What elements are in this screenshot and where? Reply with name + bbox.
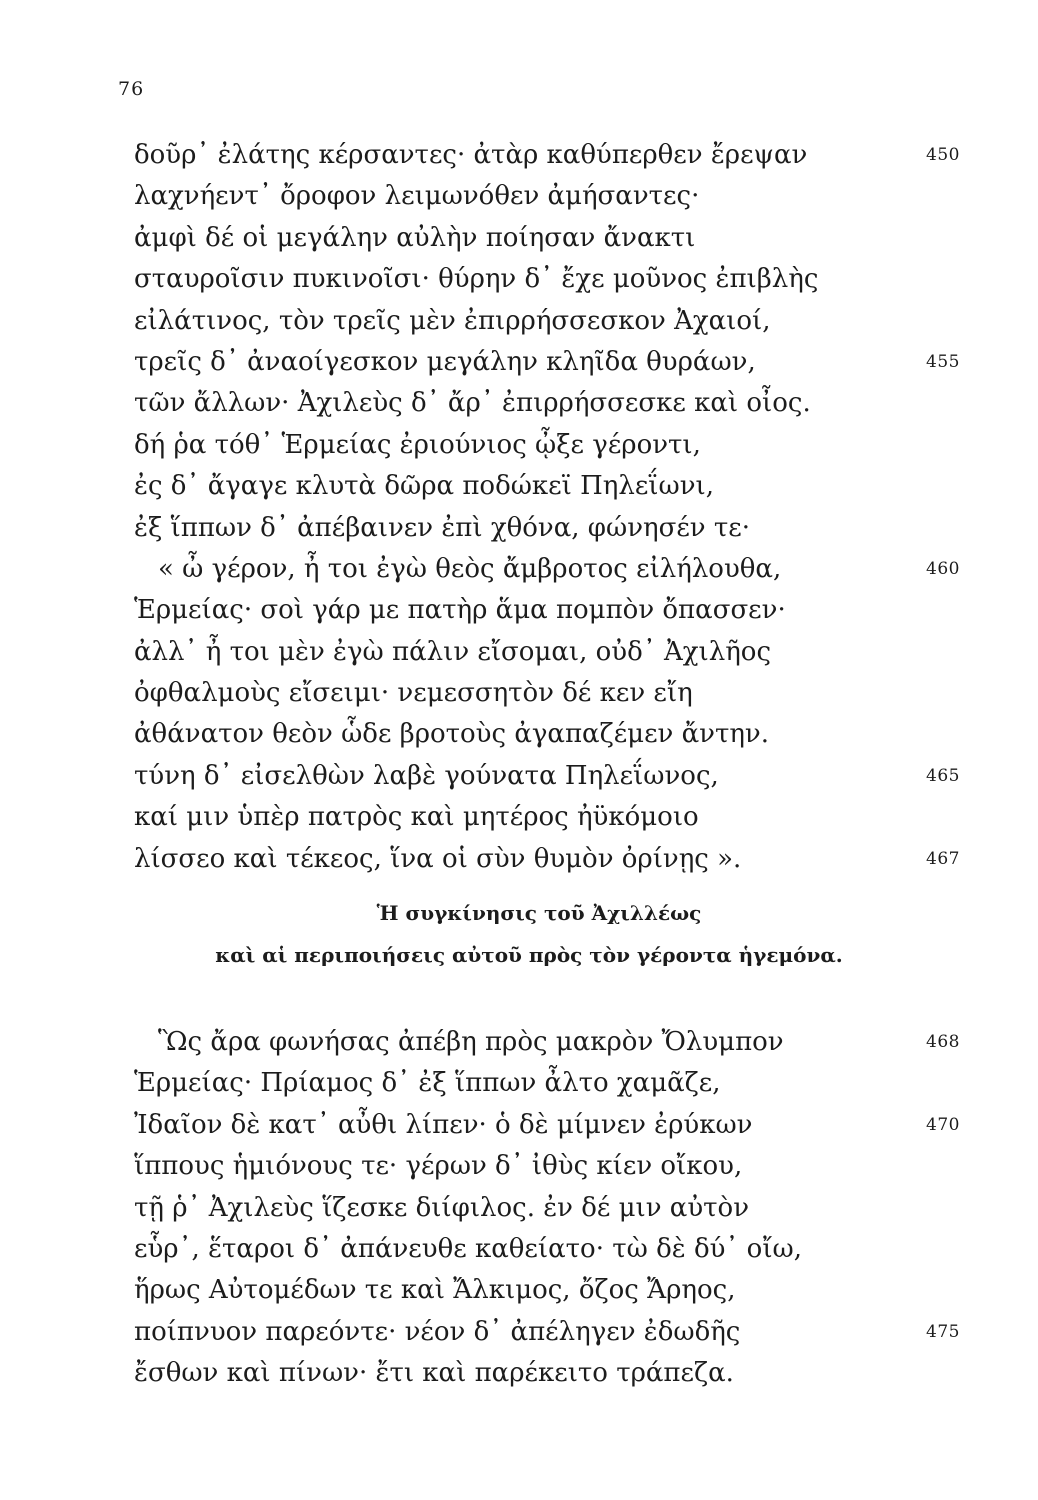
line-number: 450	[926, 145, 960, 165]
verse-line	[0, 590, 1038, 631]
verse-line	[0, 301, 1038, 342]
verse-text: εὗρ᾽, ἕταροι δ᾽ ἀπάνευθε καθείατο· τὼ δὲ δύ᾽ οἴω,	[134, 1233, 802, 1264]
verse-text: Ἰδαῖον δὲ κατ᾽ αὖθι λίπεν· ὁ δὲ μίμνεν ἐρύκων	[134, 1109, 753, 1140]
section-heading-line-2: καὶ αἱ περιποιήσεις αὐτοῦ πρὸς τὸν γέροντα ἡγεμόνα.	[215, 943, 843, 967]
section-heading	[0, 892, 1038, 976]
verse-text: ἐς δ᾽ ἄγαγε κλυτὰ δῶρα ποδώκεϊ Πηλεΐωνι,	[134, 471, 714, 502]
verse-line	[0, 756, 1038, 797]
line-number: 475	[926, 1321, 960, 1342]
verse-text: ἐξ ἵππων δ᾽ ἀπέβαινεν ἐπὶ χθόνα, φώνησέν τε·	[134, 512, 750, 543]
verse-line	[0, 1146, 1038, 1187]
verse-line	[0, 342, 1038, 383]
verse-text: τῇ ῥ᾽ Ἀχιλεὺς ἵζεσκε διίφιλος. ἐν δέ μιν αὐτὸν	[134, 1192, 750, 1223]
verse-line	[0, 1229, 1038, 1270]
verse-text: ἵππους ἡμιόνους τε· γέρων δ᾽ ἰθὺς κίεν οἴκου,	[134, 1151, 743, 1182]
verse-text: λαχνήεντ᾽ ὄροφον λειμωνόθεν ἀμήσαντες·	[134, 181, 700, 212]
verse-text: ποίπνυον παρεόντε· νέον δ᾽ ἀπέληγεν ἐδωδῆς	[134, 1316, 741, 1347]
line-number: 465	[926, 765, 960, 786]
verse-line	[0, 549, 1038, 590]
verse-text: τῶν ἄλλων· Ἀχιλεὺς δ᾽ ἄρ᾽ ἐπιρρήσσεσκε καὶ οἶος.	[134, 388, 811, 419]
line-number: 470	[926, 1114, 960, 1135]
line-number: 467	[926, 848, 960, 869]
verse-text: Ἑρμείας· σοὶ γάρ με πατὴρ ἅμα πομπὸν ὄπασσεν·	[134, 595, 786, 626]
verse-line	[0, 797, 1038, 838]
verse-line	[0, 1312, 1038, 1353]
verse-text: ὀφθαλμοὺς εἴσειμι· νεμεσσητὸν δέ κεν εἴη	[134, 678, 693, 709]
line-number: 455	[926, 351, 960, 372]
verse-line	[0, 425, 1038, 466]
verse-line	[0, 1063, 1038, 1104]
verse-text: σταυροῖσιν πυκινοῖσι· θύρην δ᾽ ἔχε μοῦνος ἐπιβλὴς	[134, 264, 819, 295]
verse-text: Ἑρμείας· Πρίαμος δ᾽ ἐξ ἵππων ἆλτο χαμᾶζε,	[134, 1068, 721, 1099]
verse-text: εἰλάτινος, τὸν τρεῖς μὲν ἐπιρρήσσεσκον Ἀχαιοί,	[134, 305, 771, 336]
verse-text: ἥρως Αὐτομέδων τε καὶ Ἄλκιμος, ὄζος Ἄρηος,	[134, 1275, 736, 1306]
verse-line	[0, 176, 1038, 217]
page-number: 76	[118, 78, 145, 100]
verse-line	[0, 1022, 1038, 1063]
line-number: 460	[926, 558, 960, 579]
verse-line	[0, 508, 1038, 549]
verse-text: Ὣς ἄρα φωνήσας ἀπέβη πρὸς μακρὸν Ὄλυμπον	[158, 1027, 784, 1057]
verse-text: ἀλλ᾽ ἦ τοι μὲν ἐγὼ πάλιν εἴσομαι, οὐδ᾽ Ἀχιλῆος	[134, 636, 771, 667]
verse-line	[0, 714, 1038, 755]
verse-line	[0, 259, 1038, 300]
verse-line	[0, 383, 1038, 424]
verse-text: τρεῖς δ᾽ ἀναοίγεσκον μεγάλην κληῖδα θυράων,	[134, 346, 756, 377]
verse-text: ἀμφὶ δέ οἱ μεγάλην αὐλὴν ποίησαν ἄνακτι	[134, 222, 696, 253]
verse-block-1	[0, 135, 1038, 880]
verse-line	[0, 1270, 1038, 1311]
verse-text: ἀθάνατον θεὸν ὧδε βροτοὺς ἀγαπαζέμεν ἄντην.	[134, 719, 770, 750]
verse-line	[0, 673, 1038, 714]
verse-block-2	[0, 1022, 1038, 1395]
verse-text: « ὦ γέρον, ἦ τοι ἐγὼ θεὸς ἄμβροτος εἰλήλουθα,	[158, 553, 782, 584]
section-heading-line-1: Ἡ συγκίνησις τοῦ Ἀχιλλέως	[376, 901, 702, 925]
verse-text: ἔσθων καὶ πίνων· ἔτι καὶ παρέκειτο τράπεζα.	[134, 1358, 734, 1389]
verse-text: δή ῥα τόθ᾽ Ἑρμείας ἐριούνιος ᾦξε γέροντι,	[134, 429, 701, 460]
verse-text: τύνη δ᾽ εἰσελθὼν λαβὲ γούνατα Πηλεΐωνος,	[134, 760, 719, 791]
verse-text: καί μιν ὑπὲρ πατρὸς καὶ μητέρος ἠϋκόμοιο	[134, 802, 699, 833]
line-number: 468	[926, 1032, 960, 1052]
verse-line	[0, 135, 1038, 176]
verse-line	[0, 1353, 1038, 1394]
verse-line	[0, 1105, 1038, 1146]
verse-line	[0, 1188, 1038, 1229]
verse-text: λίσσεο καὶ τέκεος, ἵνα οἱ σὺν θυμὸν ὀρίνῃς ».	[134, 843, 742, 874]
verse-line	[0, 218, 1038, 259]
verse-text: δοῦρ᾽ ἐλάτης κέρσαντες· ἀτὰρ καθύπερθεν ἔρεψαν	[134, 140, 808, 170]
verse-line	[0, 466, 1038, 507]
verse-line	[0, 632, 1038, 673]
verse-line	[0, 839, 1038, 880]
